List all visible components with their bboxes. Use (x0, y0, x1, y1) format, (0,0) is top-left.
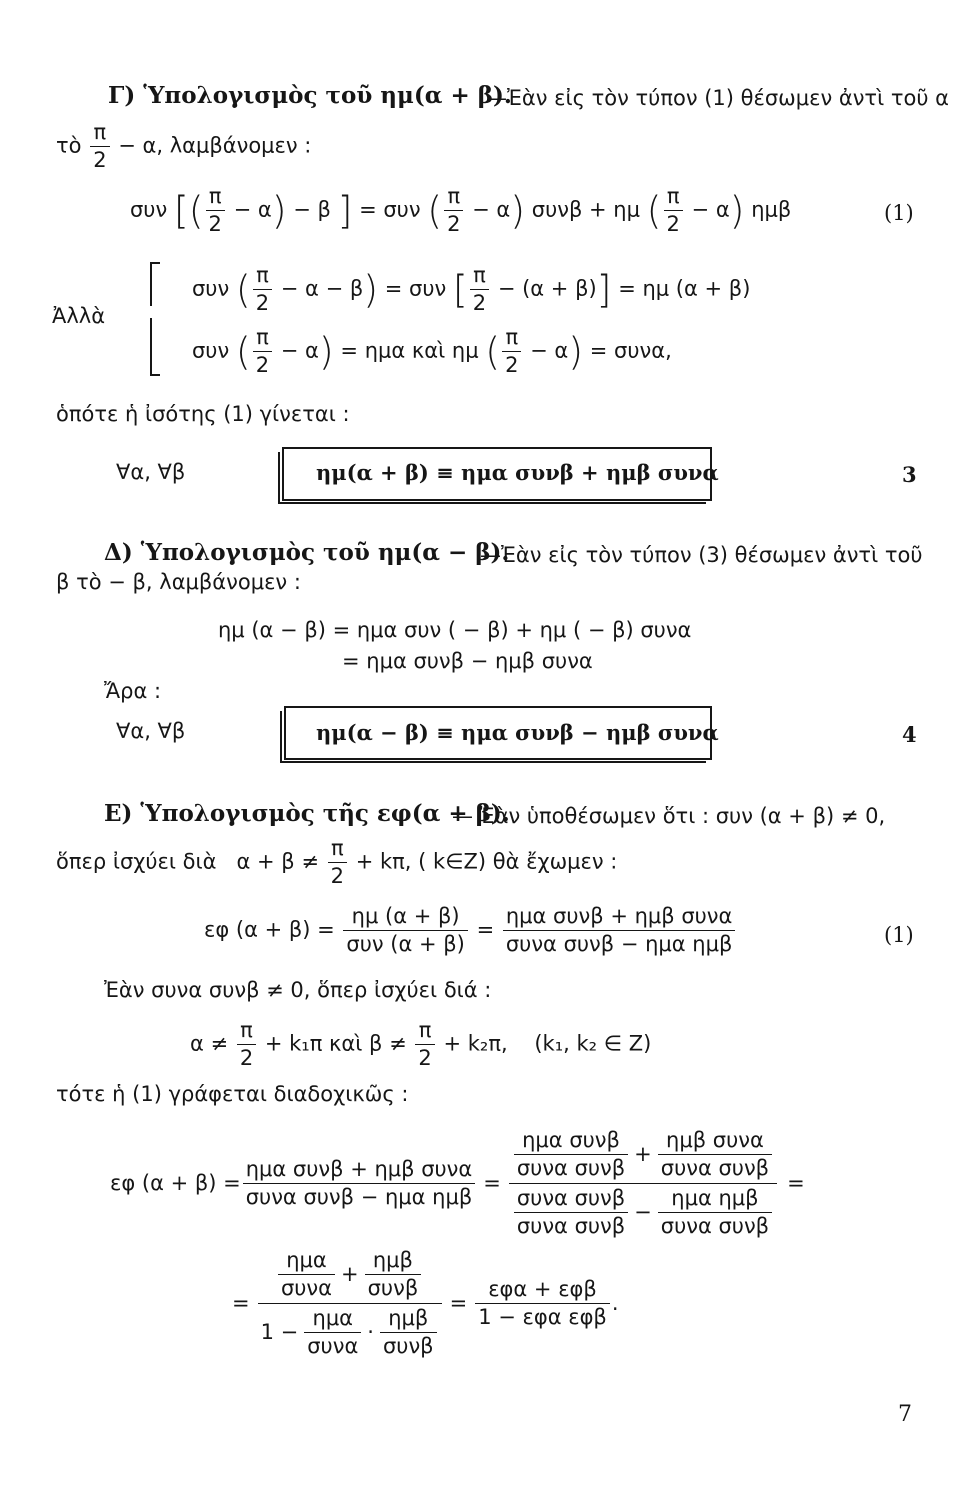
ara-label: Ἄρα : (104, 679, 162, 703)
tan-sum-step-2: = $\frac{\text{ημα}}{\text{συνα}}$ + $\frac{\text{ημβ}}{\text{συνβ}}$ 1 − $\frac{\text{ημα}}{\text{συνα}}$ · $\frac{\text{ημβ}}{\text{συνβ}}$ = $\frac{\text{εφα + εφβ}}{\text{1 − εφα εφβ}}$ . (232, 1247, 619, 1358)
conclusion-text: ὁπότε ἡ ἰσότης (1) γίνεται : (56, 402, 350, 426)
forall-3: ∀α, ∀β (116, 460, 186, 484)
section-d-title: Δ) Ὑπολογισμὸς τοῦ ημ(α − β). (104, 539, 510, 566)
tan-sum-eq-1: εφ (α + β) = $\frac{\eta\mu (\alpha + \beta)}{\text{συν (α + β)}}$ = $\frac{\text{ημα συνβ + ημβ συνα}}{\text{συνα συνβ − ημα ημβ}}$ (204, 906, 737, 955)
formula-number-4: 4 (902, 722, 917, 747)
eq-cos-difference: συν [( $\frac{\pi}{2}$ − α) − β ] = συν ( $\frac{\pi}{2}$ − α) συνβ + ημ ( $\frac{\pi}{2}$ − α) ημβ (130, 184, 792, 236)
identity-line-2: συν ( $\frac{\pi}{2}$ − α) = ημα καὶ ημ ( $\frac{\pi}{2}$ − α) = συνα, (192, 325, 672, 377)
pi-over-2: $\frac{\pi}{2}$ (90, 122, 109, 171)
formula-number-3: 3 (902, 462, 917, 487)
tote-text: τότε ἡ (1) γράφεται διαδοχικῶς : (56, 1082, 409, 1106)
eq-number-1: (1) (884, 201, 914, 225)
sin-diff-line-1: ημ (α − β) = ημα συν ( − β) + ημ ( − β) συνα (218, 618, 692, 642)
brace-bottom (150, 318, 160, 376)
formula-sin-sum: ημ(α + β) ≡ ημα συνβ + ημβ συνα (316, 460, 719, 485)
brace-top (150, 262, 160, 306)
sin-diff-line-2: = ημα συνβ − ημβ συνα (342, 649, 593, 673)
section-e-condition: ὅπερ ἰσχύει διὰ α + β ≠ $\frac{\pi}{2}$ + kπ, ( k∈Z) θὰ ἔχωμεν : (56, 836, 618, 888)
tan-sum-step-1: εφ (α + β) = $\frac{\text{ημα συνβ + ημβ συνα}}{\text{συνα συνβ − ημα ημβ}}$ = $\frac{\text{ημα συνβ}}{\text{συνα συνβ}}$ + $\frac{\text{ημβ συνα}}{\text{συνα συνβ}}$ $\frac{\text{συνα συνβ}}{\text{συνα συνβ}}$ − $\frac{\text{ημα ημβ}}{\text{συνα συνβ}}$ = (110, 1127, 805, 1238)
section-g-intro: —Ἐὰν εἰς τὸν τύπον (1) θέσωμεν ἀντὶ τοῦ α (486, 86, 950, 110)
section-d-intro: —Ἐὰν εἰς τὸν τύπον (3) θέσωμεν ἀντὶ τοῦ (480, 543, 923, 567)
section-e-title: Ε) Ὑπολογισμὸς τῆς εφ(α + β). (104, 800, 510, 827)
section-e-intro: — Ἐὰν ὑποθέσωμεν ὅτι : συν (α + β) ≠ 0, (452, 804, 886, 828)
formula-sin-diff: ημ(α − β) ≡ ημα συνβ − ημβ συνα (316, 720, 719, 745)
section-g-intro-2 (56, 122, 311, 171)
intro-rest: − α, λαμβάνομεν : (118, 133, 312, 158)
identity-line-1: συν ( $\frac{\pi}{2}$ − α − β) = συν [ $\frac{\pi}{2}$ − (α + β)] = ημ (α + β) (192, 263, 751, 315)
section-g-title: Γ) Ὑπολογισμὸς τοῦ ημ(α + β). (108, 82, 512, 109)
alla-label: Ἀλλὰ (52, 304, 106, 328)
tan-eq-number: (1) (884, 923, 914, 947)
forall-4: ∀α, ∀β (116, 719, 186, 743)
intro-to: τὸ (56, 133, 82, 158)
page-number: 7 (898, 1402, 912, 1427)
section-e-condition-2: Ἐὰν συνα συνβ ≠ 0, ὅπερ ἰσχύει διά : (104, 978, 492, 1002)
section-e-condition-3: α ≠ $\frac{\pi}{2}$ + k₁π καὶ β ≠ $\frac{\pi}{2}$ + k₂π, (k₁, k₂ ∈ Z) (190, 1018, 652, 1070)
section-d-intro-2: β τὸ − β, λαμβάνομεν : (56, 570, 301, 594)
